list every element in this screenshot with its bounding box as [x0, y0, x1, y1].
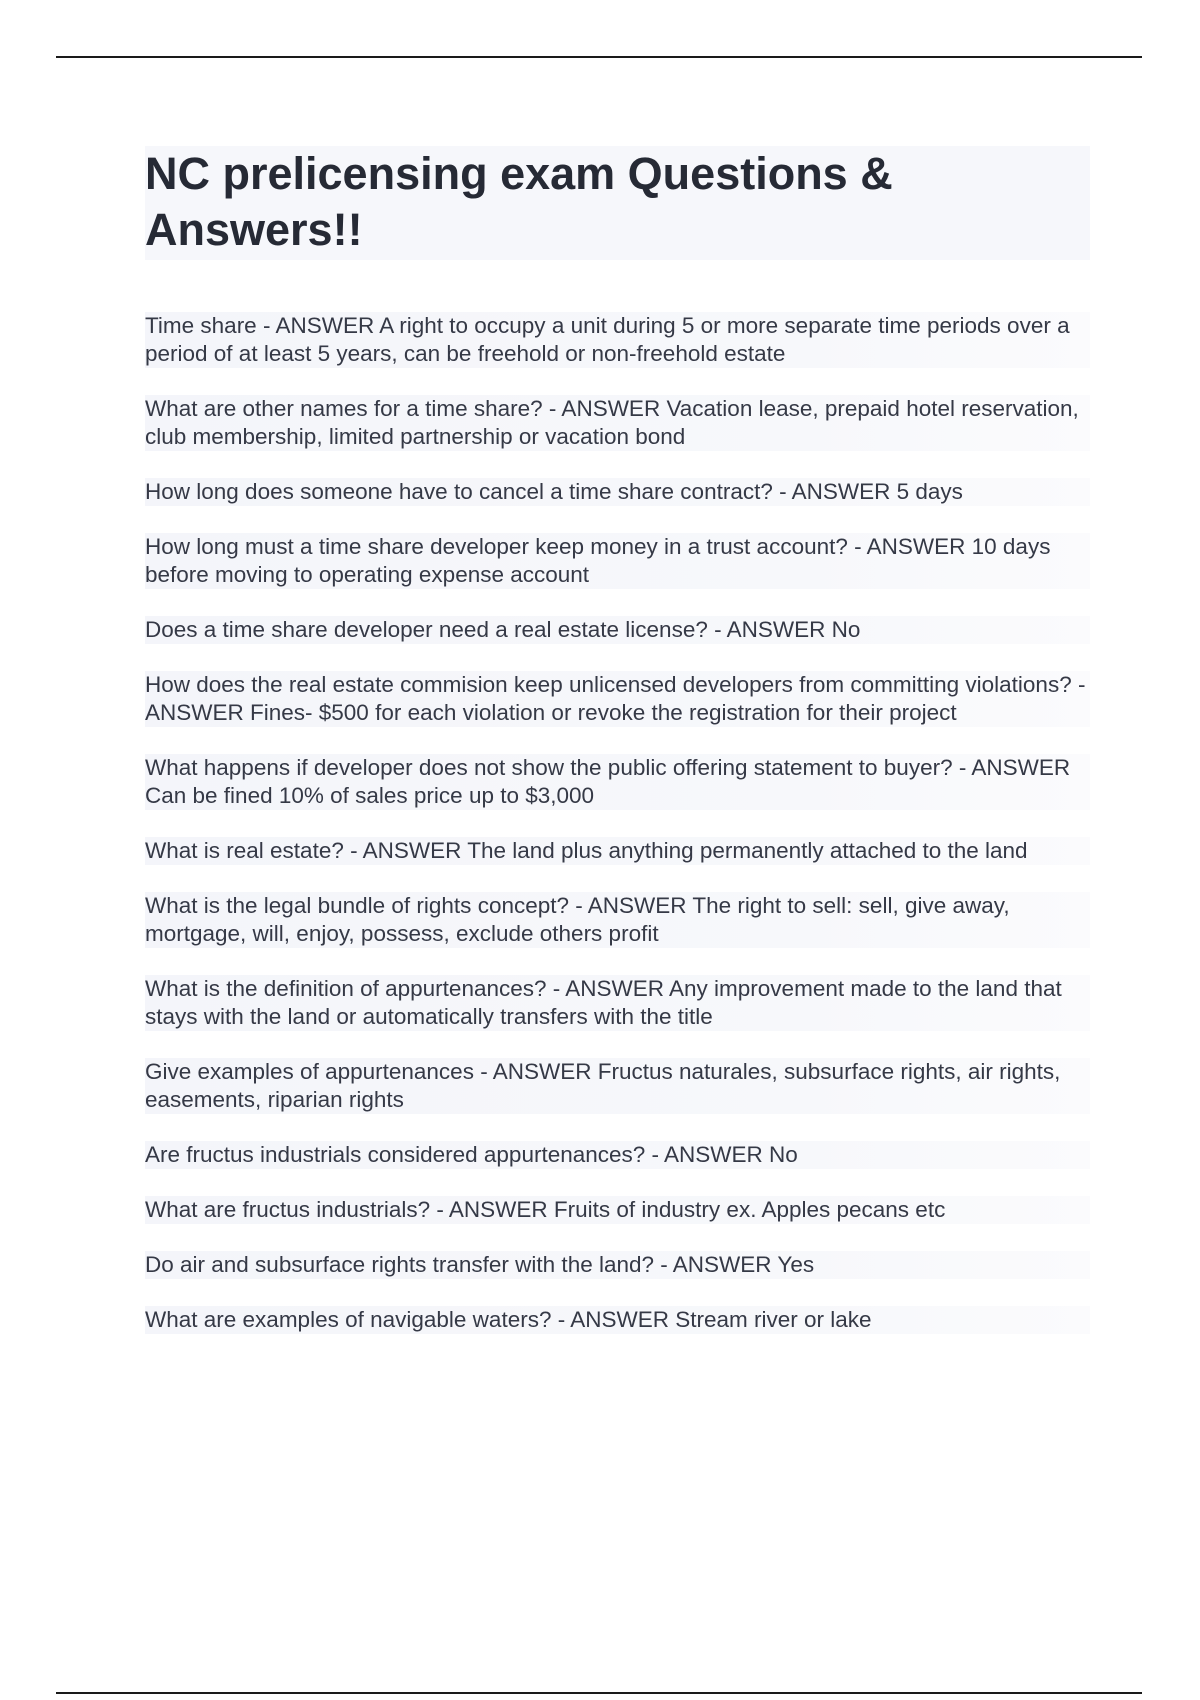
qa-item: What are fructus industrials? - ANSWER Fruits of industry ex. Apples pecans etc [145, 1196, 1090, 1224]
qa-item: Time share - ANSWER A right to occupy a unit during 5 or more separate time periods over a period of at least 5 years, can be freehold or non-freehold estate [145, 312, 1090, 368]
qa-item: What are examples of navigable waters? - ANSWER Stream river or lake [145, 1306, 1090, 1334]
qa-item: What is the definition of appurtenances? - ANSWER Any improvement made to the land that stays with the land or automatically transfers with the title [145, 975, 1090, 1031]
qa-item: What are other names for a time share? - ANSWER Vacation lease, prepaid hotel reservation, club membership, limited partnership or vacation bond [145, 395, 1090, 451]
top-rule [56, 56, 1142, 58]
qa-item: Give examples of appurtenances - ANSWER Fructus naturales, subsurface rights, air rights, easements, riparian rights [145, 1058, 1090, 1114]
qa-item: How long must a time share developer keep money in a trust account? - ANSWER 10 days before moving to operating expense account [145, 533, 1090, 589]
title-block [145, 146, 1090, 260]
qa-item: What is real estate? - ANSWER The land plus anything permanently attached to the land [145, 837, 1090, 865]
qa-item: What is the legal bundle of rights concept? - ANSWER The right to sell: sell, give away, mortgage, will, enjoy, possess, exclude others profit [145, 892, 1090, 948]
qa-item: What happens if developer does not show the public offering statement to buyer? - ANSWER Can be fined 10% of sales price up to $3,000 [145, 754, 1090, 810]
bottom-rule [56, 1692, 1142, 1694]
page-title: NC prelicensing exam Questions & Answers!! [145, 148, 893, 255]
document-body [145, 146, 1090, 1361]
qa-item: Are fructus industrials considered appurtenances? - ANSWER No [145, 1141, 1090, 1169]
qa-item: How long does someone have to cancel a time share contract? - ANSWER 5 days [145, 478, 1090, 506]
qa-item: Do air and subsurface rights transfer with the land? - ANSWER Yes [145, 1251, 1090, 1279]
qa-item: How does the real estate commision keep unlicensed developers from committing violations? - ANSWER Fines- $500 for each violation or revoke the registration for their project [145, 671, 1090, 727]
qa-item: Does a time share developer need a real estate license? - ANSWER No [145, 616, 1090, 644]
